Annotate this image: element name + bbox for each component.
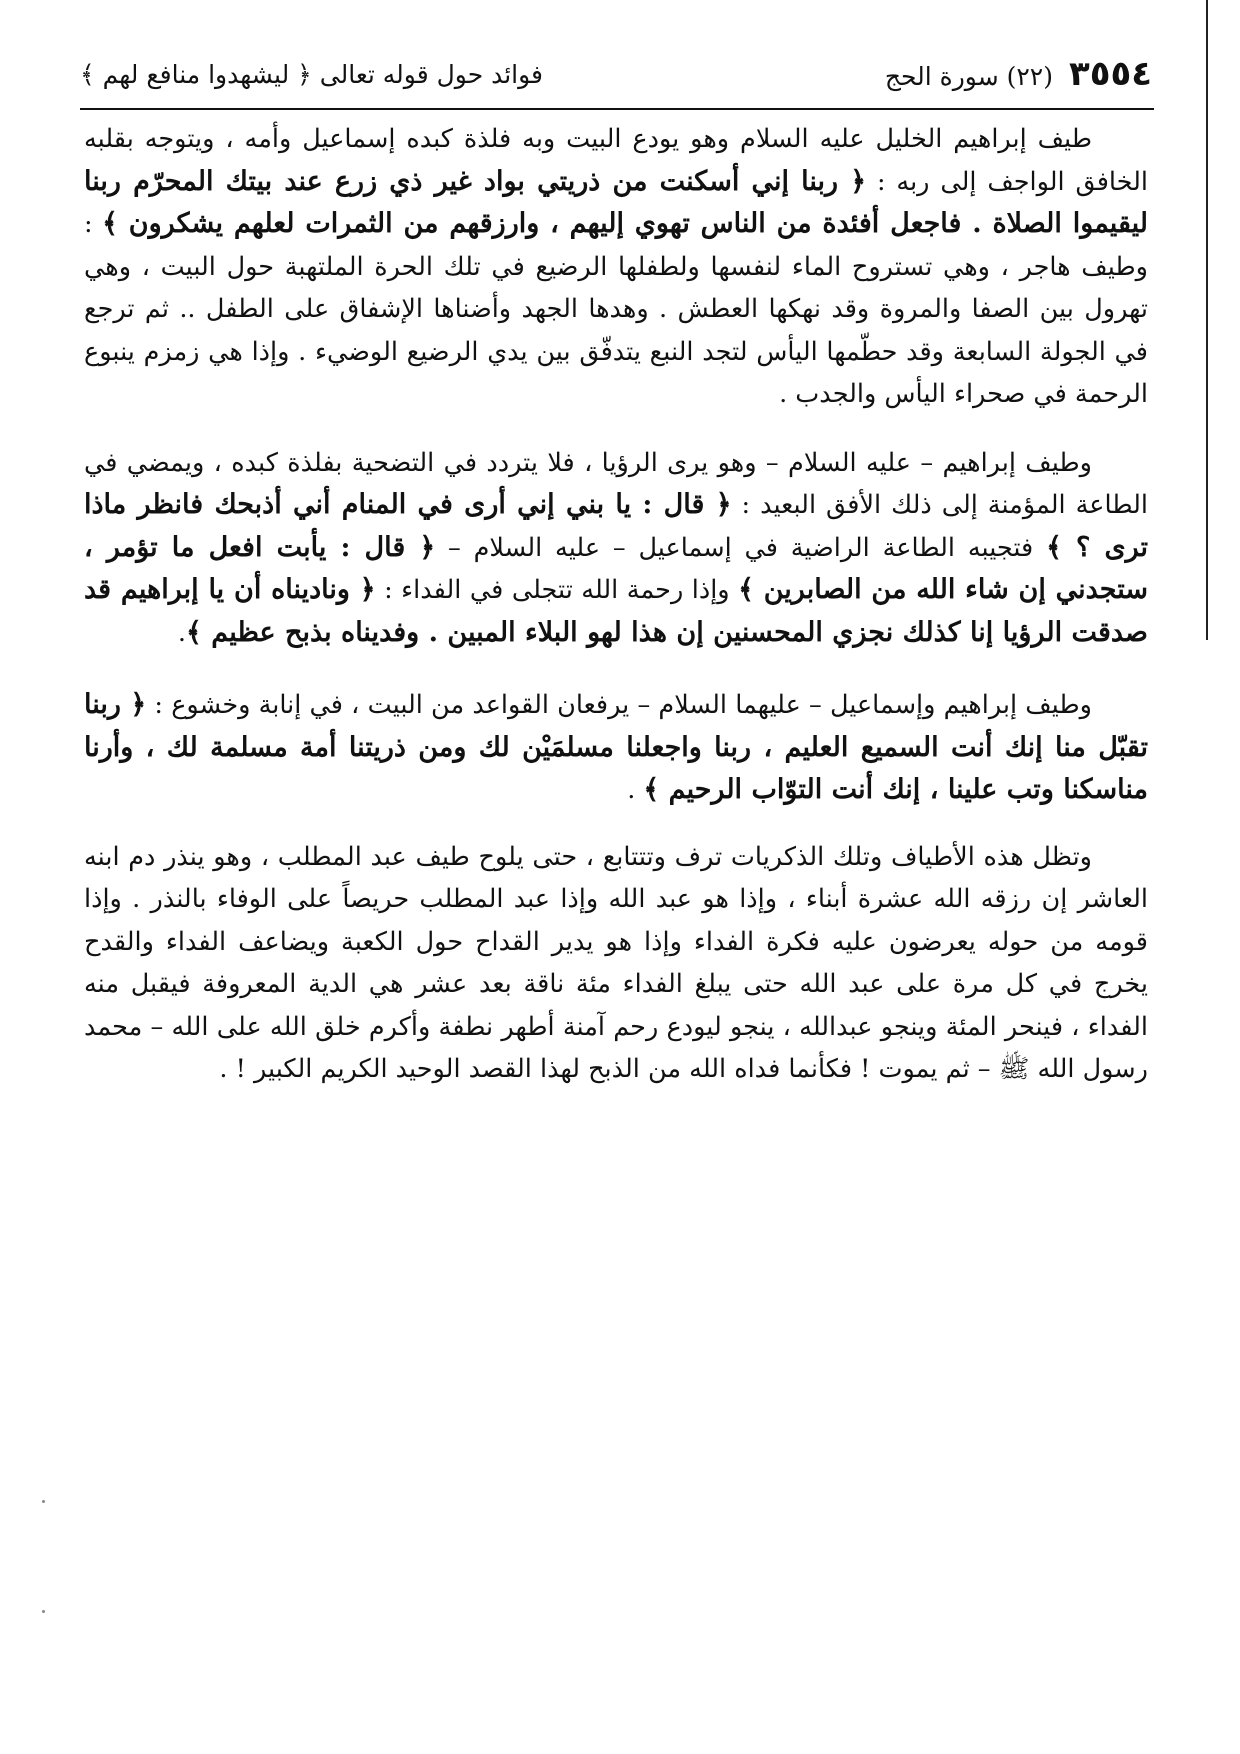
quran-verse: ﴿ قال : يا بني إني أرى في المنام أني أذبحك فانظر ماذا ترى ؟ ﴾	[84, 489, 1149, 563]
prose-text: وتظل هذه الأطياف وتلك الذكريات ترف وتتتابع ، حتى يلوح طيف عبد المطلب ، وهو ينذر دم ابنه العاشر إن رزقه الله عشرة أبناء ، وإذا هو عبد الله وإذا عبد المطلب حريصاً على الوفاء بالنذر . وإذا قومه من حوله يعرضون عليه فكرة الفداء وإذا هو يدير القداح حول الكعبة ويضاعف الفداء والقدح يخرج في كل مرة على عبد الله حتى يبلغ الفداء مئة ناقة بعد عشر هي الدية المعروفة فيقبل منه الفداء ، فينحر المئة وينجو عبدالله ، ينجو ليودع رحم آمنة أطهر نطفة وأكرم خلق الله على الله – محمد رسول الله ﷺ – ثم يموت ! فكأنما فداه الله من الذبح لهذا القصد الوحيد الكريم الكبير ! .	[84, 841, 1148, 1084]
prose-text: .	[627, 775, 644, 805]
page-number: ٣٥٥٤	[1068, 54, 1152, 94]
prose-text: : وطيف هاجر ، وهي تستروح الماء لنفسها ولطفلها الرضيع في تلك الحرة الملتهبة حول البيت ، وهي تهرول بين الصفا والمروة وقد نهكها العطش . وهدها الجهد وأضناها الإشفاق على الطفل .. ثم ترجع في الجولة السابعة وقد حطّمها اليأس لتجد النبع يتدفّق بين يدي الرضيع الوضيء . وإذا هي زمزم ينبوع الرحمة في صحراء اليأس والجدب .	[84, 209, 1148, 409]
quran-verse: ﴿ ربنا تقبّل منا إنك أنت السميع العليم ، ربنا واجعلنا مسلمَيْن لك ومن ذريتنا أمة مسلمة لك ، وأرنا مناسكنا وتب علينا ، إنك أنت التوّاب الرحيم ﴾	[84, 689, 1148, 805]
quran-verse: ﴿ قال : يأبت افعل ما تؤمر ، ستجدني إن شاء الله من الصابرين ﴾	[84, 531, 1149, 605]
paragraph-2	[84, 442, 1148, 655]
prose-text: .	[177, 617, 187, 648]
surah-name: (٢٢) سورة الحج	[884, 62, 1053, 91]
header-right	[885, 54, 1152, 94]
prose-text: وطيف إبراهيم وإسماعيل – عليهما السلام – يرفعان القواعد من البيت ، في إنابة وخشوع :	[146, 690, 1092, 720]
running-header	[80, 46, 1152, 102]
prose-text: فتجيبه الطاعة الراضية في إسماعيل – عليه السلام –	[435, 532, 1047, 563]
paragraph-3	[84, 684, 1148, 812]
scan-speck	[42, 1610, 45, 1613]
page-body	[84, 118, 1148, 1694]
prose-text: وطيف إبراهيم – عليه السلام – وهو يرى الرؤيا ، فلا يتردد في التضحية بفلذة كبده ، ويمضي في الطاعة المؤمنة إلى ذلك الأفق البعيد :	[84, 447, 1149, 520]
quran-verse: ﴿ وناديناه أن يا إبراهيم قد صدقت الرؤيا إنا كذلك نجزي المحسنين إن هذا لهو البلاء المبين . وفديناه بذبح عظيم ﴾	[84, 574, 1148, 648]
section-title: فوائد حول قوله تعالى ﴿ ليشهدوا منافع لهم ﴾	[80, 59, 543, 89]
page-edge-line	[1206, 0, 1208, 640]
prose-text: وإذا رحمة الله تتجلى في الفداء :	[375, 575, 739, 605]
prose-text: طيف إبراهيم الخليل عليه السلام وهو يودع البيت وبه فلذة كبده إسماعيل وأمه ، ويتوجه بقلبه الخافق الواجف إلى ربه :	[84, 124, 1148, 197]
paragraph-1	[84, 118, 1148, 416]
scan-speck	[42, 1500, 45, 1503]
paragraph-4	[84, 836, 1148, 1091]
quran-verse: ﴿ ربنا إني أسكنت من ذريتي بواد غير ذي زرع عند بيتك المحرّم ربنا ليقيموا الصلاة . فاجعل أفئدة من الناس تهوي إليهم ، وارزقهم من الثمرات لعلهم يشكرون ﴾	[84, 165, 1148, 239]
header-rule	[80, 108, 1154, 110]
